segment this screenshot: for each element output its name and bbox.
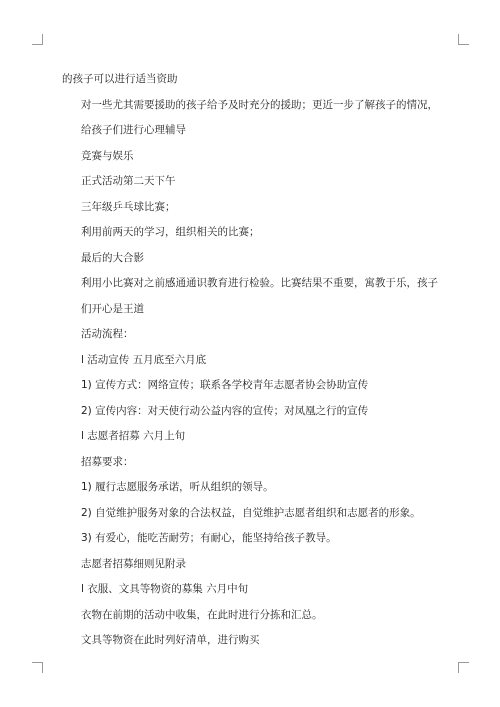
- paragraph: 2) 宣传内容：对天使行动公益内容的宣传；对凤凰之行的宣传: [81, 404, 369, 417]
- paragraph: 1) 履行志愿服务承诺，听从组织的领导。: [81, 481, 274, 493]
- crop-mark-bottom-left: [32, 662, 43, 673]
- paragraph: 志愿者招募细则见附录: [81, 557, 186, 570]
- paragraph: 活动流程：: [81, 328, 134, 340]
- paragraph: 三年级乒乓球比赛；: [81, 200, 176, 213]
- paragraph: 招募要求：: [81, 455, 134, 468]
- paragraph: 对一些尤其需要援助的孩子给予及时充分的援助；更近一步了解孩子的情况，给孩子们进行心理辅导: [81, 98, 438, 136]
- crop-mark-top-left: [32, 34, 43, 45]
- paragraph: 最后的大合影: [81, 251, 144, 264]
- paragraph: 衣物在前期的活动中收集，在此时进行分拣和汇总。: [81, 608, 323, 621]
- paragraph: l 衣服、文具等物资的募集 六月中旬: [81, 583, 249, 595]
- paragraph: 正式活动第二天下午: [81, 175, 176, 187]
- paragraph: 的孩子可以进行适当资助: [62, 73, 178, 85]
- paragraph: l 志愿者招募 六月上旬: [81, 430, 186, 442]
- paragraph: 文具等物资在此时列好清单，进行购买: [81, 634, 260, 646]
- crop-mark-top-right: [458, 34, 469, 45]
- crop-mark-bottom-right: [458, 662, 469, 673]
- paragraph: l 活动宣传 五月底至六月底: [81, 353, 207, 366]
- paragraph: 竞赛与娱乐: [81, 149, 134, 162]
- paragraph: 3) 有爱心，能吃苦耐劳；有耐心，能坚持给孩子教导。: [81, 532, 337, 544]
- paragraph: 2) 自觉维护服务对象的合法权益，自觉维护志愿者组织和志愿者的形象。: [81, 506, 421, 519]
- document-body: [62, 67, 440, 654]
- paragraph: 1) 宣传方式：网络宣传；联系各学校青年志愿者协会协助宣传: [81, 379, 369, 391]
- paragraph: 利用前两天的学习，组织相关的比赛；: [81, 226, 260, 238]
- paragraph: 利用小比赛对之前感通通识教育进行检验。比赛结果不重要，寓教于乐，孩子们开心是王道: [81, 277, 438, 315]
